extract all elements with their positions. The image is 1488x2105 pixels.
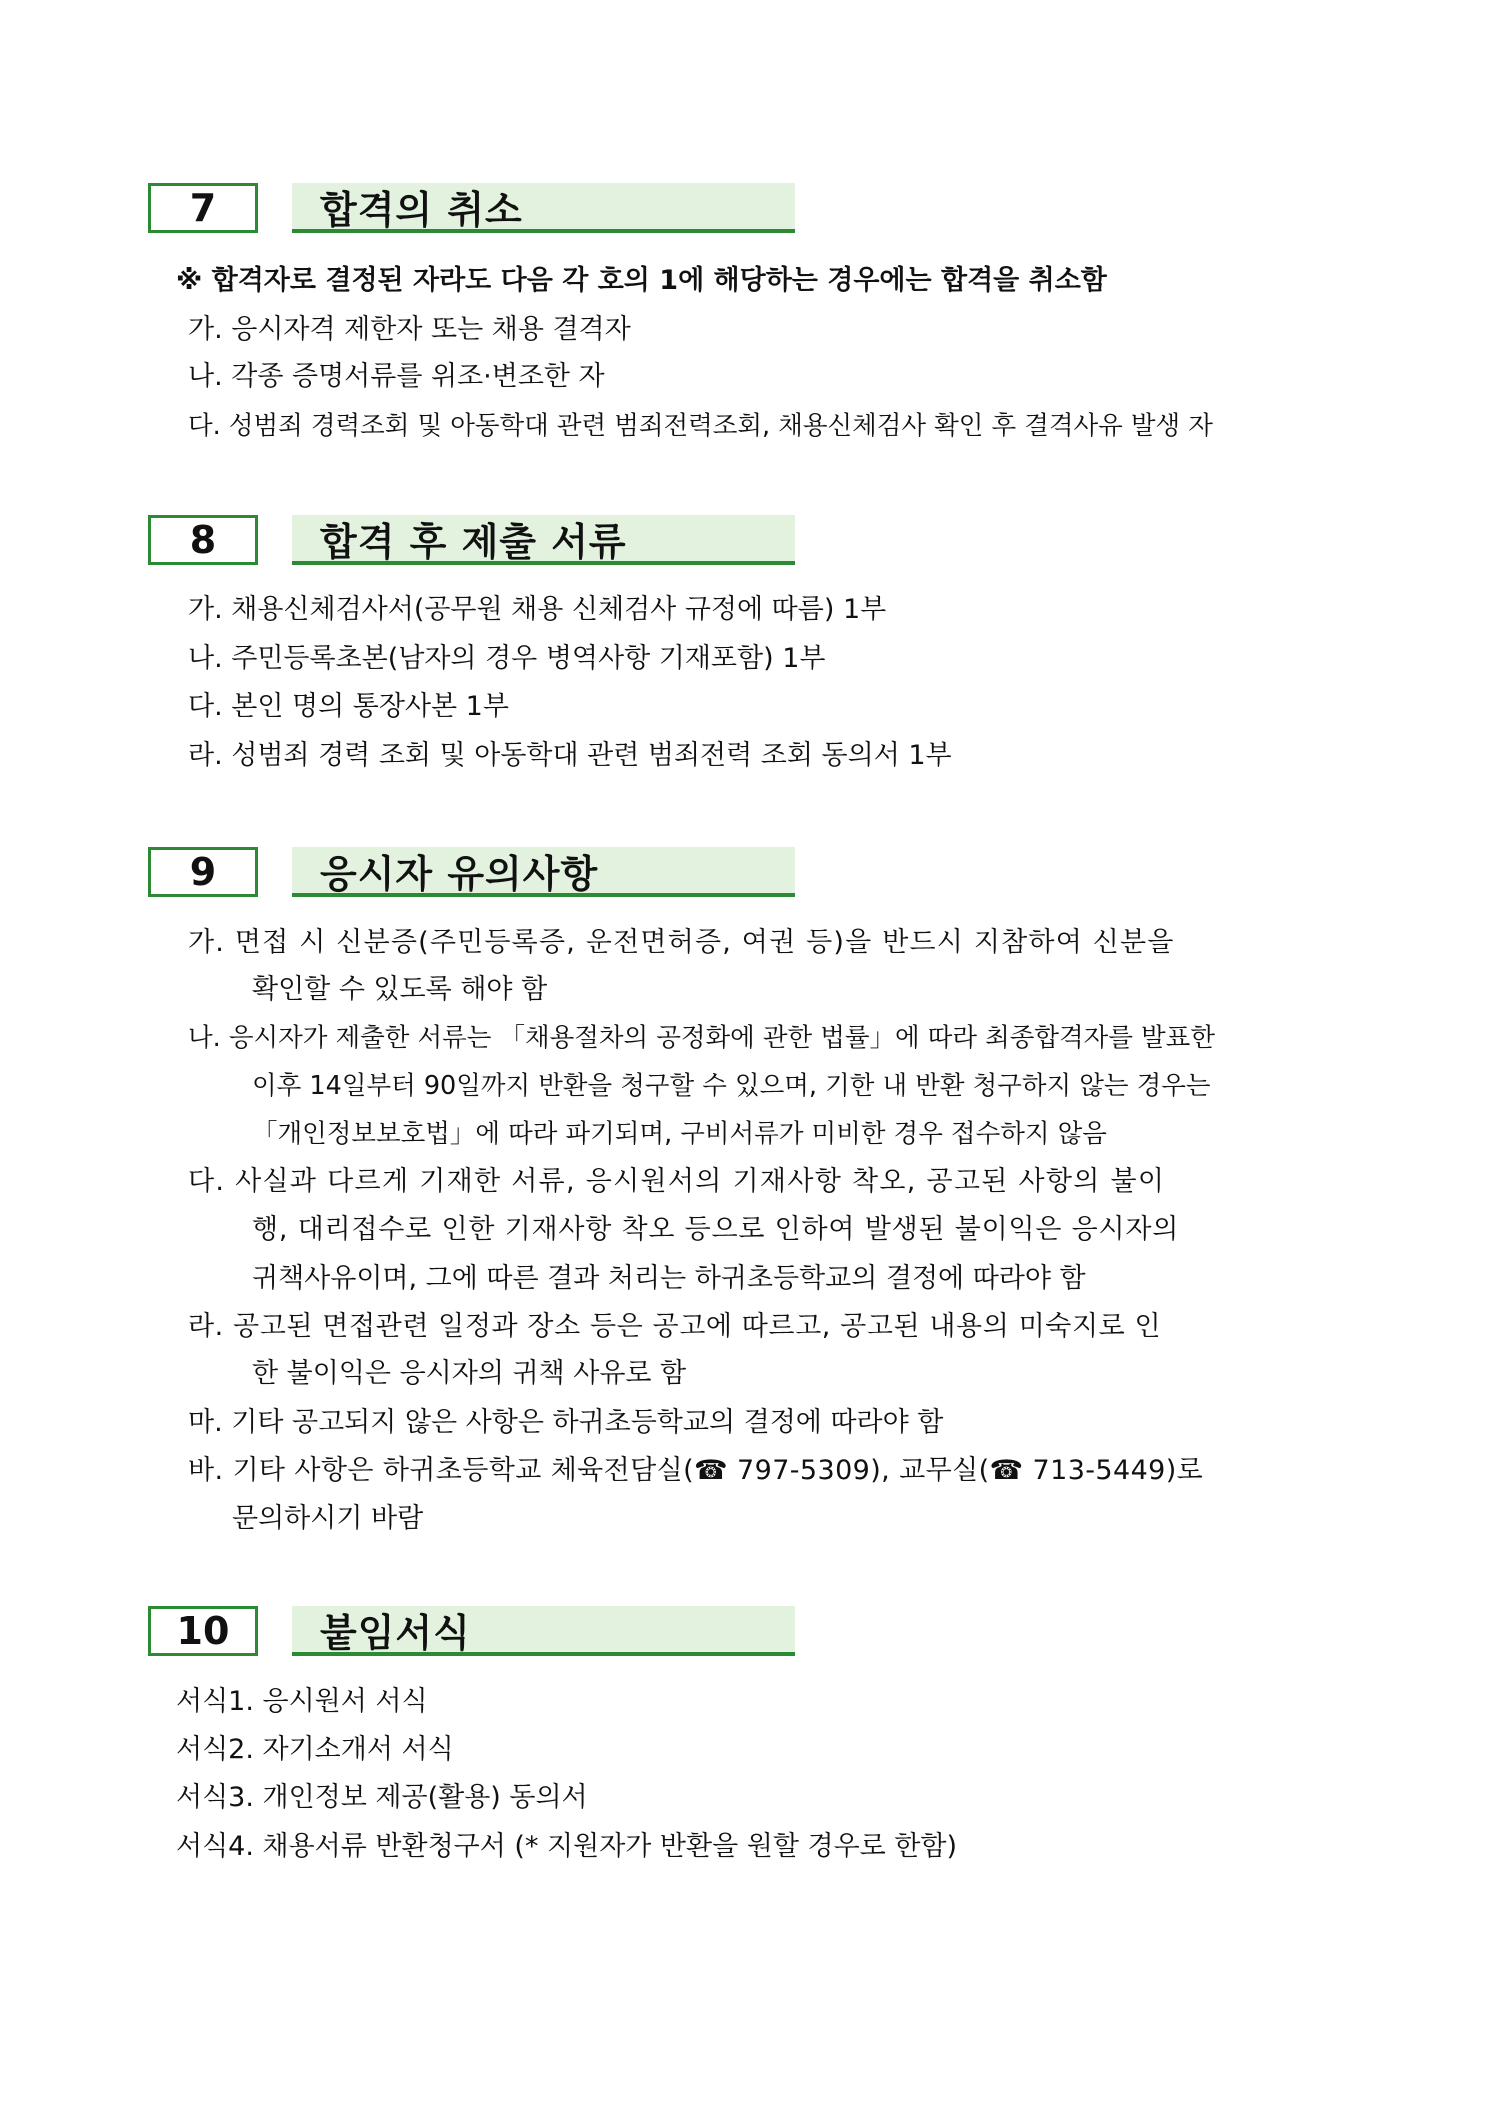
section-9-item: 다. 사실과 다르게 기재한 서류, 응시원서의 기재사항 착오, 공고된 사항의 불이 bbox=[188, 1166, 1166, 1197]
section-8-title: 합격 후 제출 서류 bbox=[292, 515, 795, 565]
section-8-item: 라. 성범죄 경력 조회 및 아동학대 관련 범죄전력 조회 동의서 1부 bbox=[188, 740, 952, 771]
section-9-item: 가. 면접 시 신분증(주민등록증, 운전면허증, 여권 등)을 반드시 지참하여 신분을 bbox=[188, 927, 1175, 958]
section-9-item-cont: 행, 대리접수로 인한 기재사항 착오 등으로 인하여 발생된 불이익은 응시자의 bbox=[252, 1214, 1180, 1245]
section-7-number: 7 bbox=[148, 183, 258, 233]
section-9-item-cont: 확인할 수 있도록 해야 함 bbox=[252, 974, 548, 1005]
section-9-title: 응시자 유의사항 bbox=[292, 847, 795, 897]
section-9-item-cont: 귀책사유이며, 그에 따른 결과 처리는 하귀초등학교의 결정에 따라야 함 bbox=[252, 1263, 1086, 1294]
section-7-item: 나. 각종 증명서류를 위조·변조한 자 bbox=[188, 361, 605, 392]
attachment-form-item: 서식1. 응시원서 서식 bbox=[176, 1686, 428, 1717]
section-8-item: 가. 채용신체검사서(공무원 채용 신체검사 규정에 따름) 1부 bbox=[188, 594, 887, 625]
section-9-item-cont: 이후 14일부터 90일까지 반환을 청구할 수 있으며, 기한 내 반환 청구하지 않는 경우는 bbox=[252, 1071, 1211, 1101]
attachment-form-item: 서식4. 채용서류 반환청구서 (* 지원자가 반환을 원할 경우로 한함) bbox=[176, 1831, 958, 1862]
section-10-title: 붙임서식 bbox=[292, 1606, 795, 1656]
attachment-form-item: 서식2. 자기소개서 서식 bbox=[176, 1734, 454, 1765]
section-8-item: 나. 주민등록초본(남자의 경우 병역사항 기재포함) 1부 bbox=[188, 643, 826, 674]
section-7-title: 합격의 취소 bbox=[292, 183, 795, 233]
section-9-item-cont: 한 불이익은 응시자의 귀책 사유로 함 bbox=[252, 1358, 687, 1389]
section-9-item: 바. 기타 사항은 하귀초등학교 체육전담실(☎ 797-5309), 교무실(☎ 713-5449)로 bbox=[188, 1455, 1204, 1486]
section-7-item: 다. 성범죄 경력조회 및 아동학대 관련 범죄전력조회, 채용신체검사 확인 후 결격사유 발생 자 bbox=[188, 411, 1213, 441]
section-8-item: 다. 본인 명의 통장사본 1부 bbox=[188, 691, 509, 722]
section-9-item: 라. 공고된 면접관련 일정과 장소 등은 공고에 따르고, 공고된 내용의 미숙지로 인 bbox=[188, 1311, 1162, 1342]
section-9-item-cont: 문의하시기 바람 bbox=[232, 1503, 424, 1534]
section-9-item: 마. 기타 공고되지 않은 사항은 하귀초등학교의 결정에 따라야 함 bbox=[188, 1407, 944, 1438]
section-10-number: 10 bbox=[148, 1606, 258, 1656]
section-9-item-cont: 「개인정보보호법」에 따라 파기되며, 구비서류가 미비한 경우 접수하지 않음 bbox=[252, 1119, 1107, 1149]
section-9-number: 9 bbox=[148, 847, 258, 897]
section-7-item: 가. 응시자격 제한자 또는 채용 결격자 bbox=[188, 314, 631, 345]
section-7-note: ※ 합격자로 결정된 자라도 다음 각 호의 1에 해당하는 경우에는 합격을 취소함 bbox=[176, 265, 1107, 296]
section-9-item: 나. 응시자가 제출한 서류는 「채용절차의 공정화에 관한 법률」에 따라 최종합격자를 발표한 bbox=[188, 1023, 1215, 1053]
attachment-form-item: 서식3. 개인정보 제공(활용) 동의서 bbox=[176, 1782, 588, 1813]
section-8-number: 8 bbox=[148, 515, 258, 565]
